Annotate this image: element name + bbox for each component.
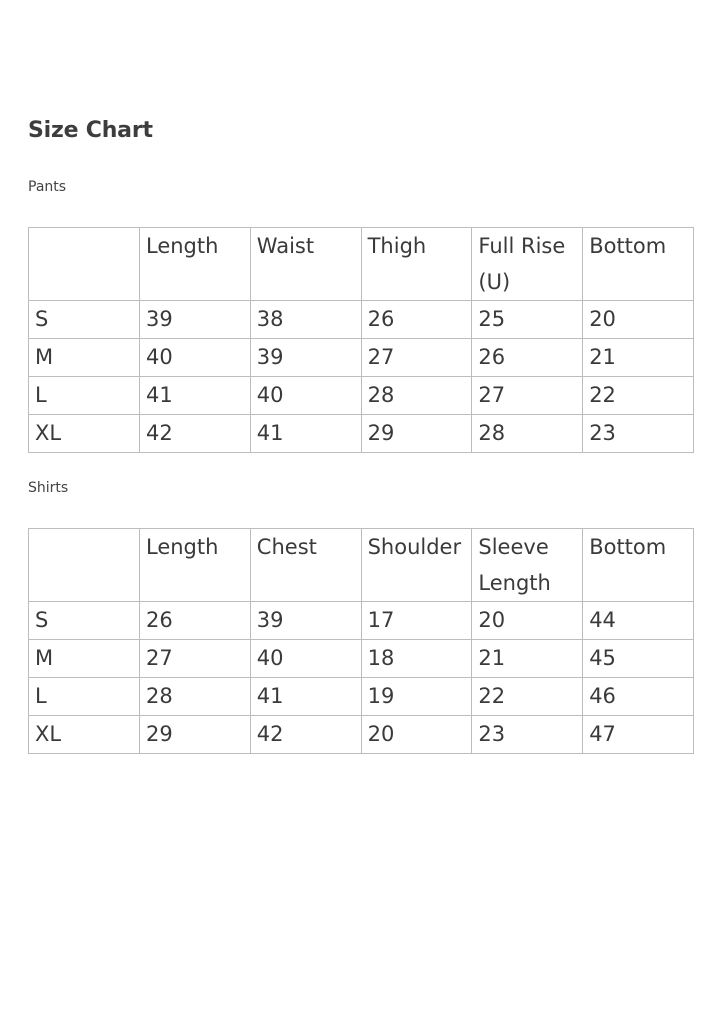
table-row: [29, 602, 694, 640]
table-cell: 29: [140, 716, 251, 754]
table-cell: 22: [583, 377, 694, 415]
table-cell: 39: [140, 301, 251, 339]
table-cell: 26: [361, 301, 472, 339]
table-cell: 28: [472, 415, 583, 453]
size-cell: XL: [29, 716, 140, 754]
column-header: [29, 228, 140, 301]
column-header: Thigh: [361, 228, 472, 301]
column-header: Length: [140, 529, 251, 602]
table-cell: 26: [472, 339, 583, 377]
column-header: Length: [140, 228, 251, 301]
table-row: [29, 640, 694, 678]
table-cell: 39: [250, 339, 361, 377]
size-cell: L: [29, 377, 140, 415]
table-cell: 42: [250, 716, 361, 754]
table-cell: 26: [140, 602, 251, 640]
table-cell: 19: [361, 678, 472, 716]
table-cell: 44: [583, 602, 694, 640]
table-cell: 40: [250, 377, 361, 415]
column-header: Bottom: [583, 529, 694, 602]
table-row: [29, 301, 694, 339]
table-row: [29, 415, 694, 453]
shirts-size-table: [28, 528, 694, 754]
table-header-row: [29, 529, 694, 602]
table-cell: 46: [583, 678, 694, 716]
table-cell: 18: [361, 640, 472, 678]
page-title: Size Chart: [28, 118, 153, 143]
table-cell: 23: [583, 415, 694, 453]
table-cell: 38: [250, 301, 361, 339]
table-cell: 27: [140, 640, 251, 678]
column-header: Sleeve Length: [472, 529, 583, 602]
table-cell: 27: [361, 339, 472, 377]
table-cell: 45: [583, 640, 694, 678]
shirts-section-label: Shirts: [28, 480, 69, 496]
table-cell: 22: [472, 678, 583, 716]
table-cell: 39: [250, 602, 361, 640]
table-cell: 29: [361, 415, 472, 453]
pants-size-table: [28, 227, 694, 453]
table-cell: 23: [472, 716, 583, 754]
column-header: Bottom: [583, 228, 694, 301]
table-cell: 40: [250, 640, 361, 678]
table-cell: 20: [472, 602, 583, 640]
table-header-row: [29, 228, 694, 301]
size-cell: M: [29, 339, 140, 377]
column-header: Full Rise (U): [472, 228, 583, 301]
table-cell: 20: [361, 716, 472, 754]
table-cell: 17: [361, 602, 472, 640]
table-row: [29, 339, 694, 377]
column-header: Waist: [250, 228, 361, 301]
table-cell: 41: [250, 415, 361, 453]
size-cell: S: [29, 602, 140, 640]
size-cell: S: [29, 301, 140, 339]
table-cell: 28: [140, 678, 251, 716]
table-cell: 47: [583, 716, 694, 754]
table-cell: 40: [140, 339, 251, 377]
table-cell: 21: [583, 339, 694, 377]
table-row: [29, 678, 694, 716]
pants-section-label: Pants: [28, 179, 67, 195]
column-header: Chest: [250, 529, 361, 602]
table-row: [29, 377, 694, 415]
table-cell: 28: [361, 377, 472, 415]
table-cell: 42: [140, 415, 251, 453]
table-cell: 21: [472, 640, 583, 678]
size-cell: L: [29, 678, 140, 716]
size-cell: XL: [29, 415, 140, 453]
column-header: Shoulder: [361, 529, 472, 602]
table-cell: 41: [250, 678, 361, 716]
table-cell: 20: [583, 301, 694, 339]
table-cell: 27: [472, 377, 583, 415]
size-cell: M: [29, 640, 140, 678]
table-cell: 25: [472, 301, 583, 339]
table-cell: 41: [140, 377, 251, 415]
column-header: [29, 529, 140, 602]
table-row: [29, 716, 694, 754]
